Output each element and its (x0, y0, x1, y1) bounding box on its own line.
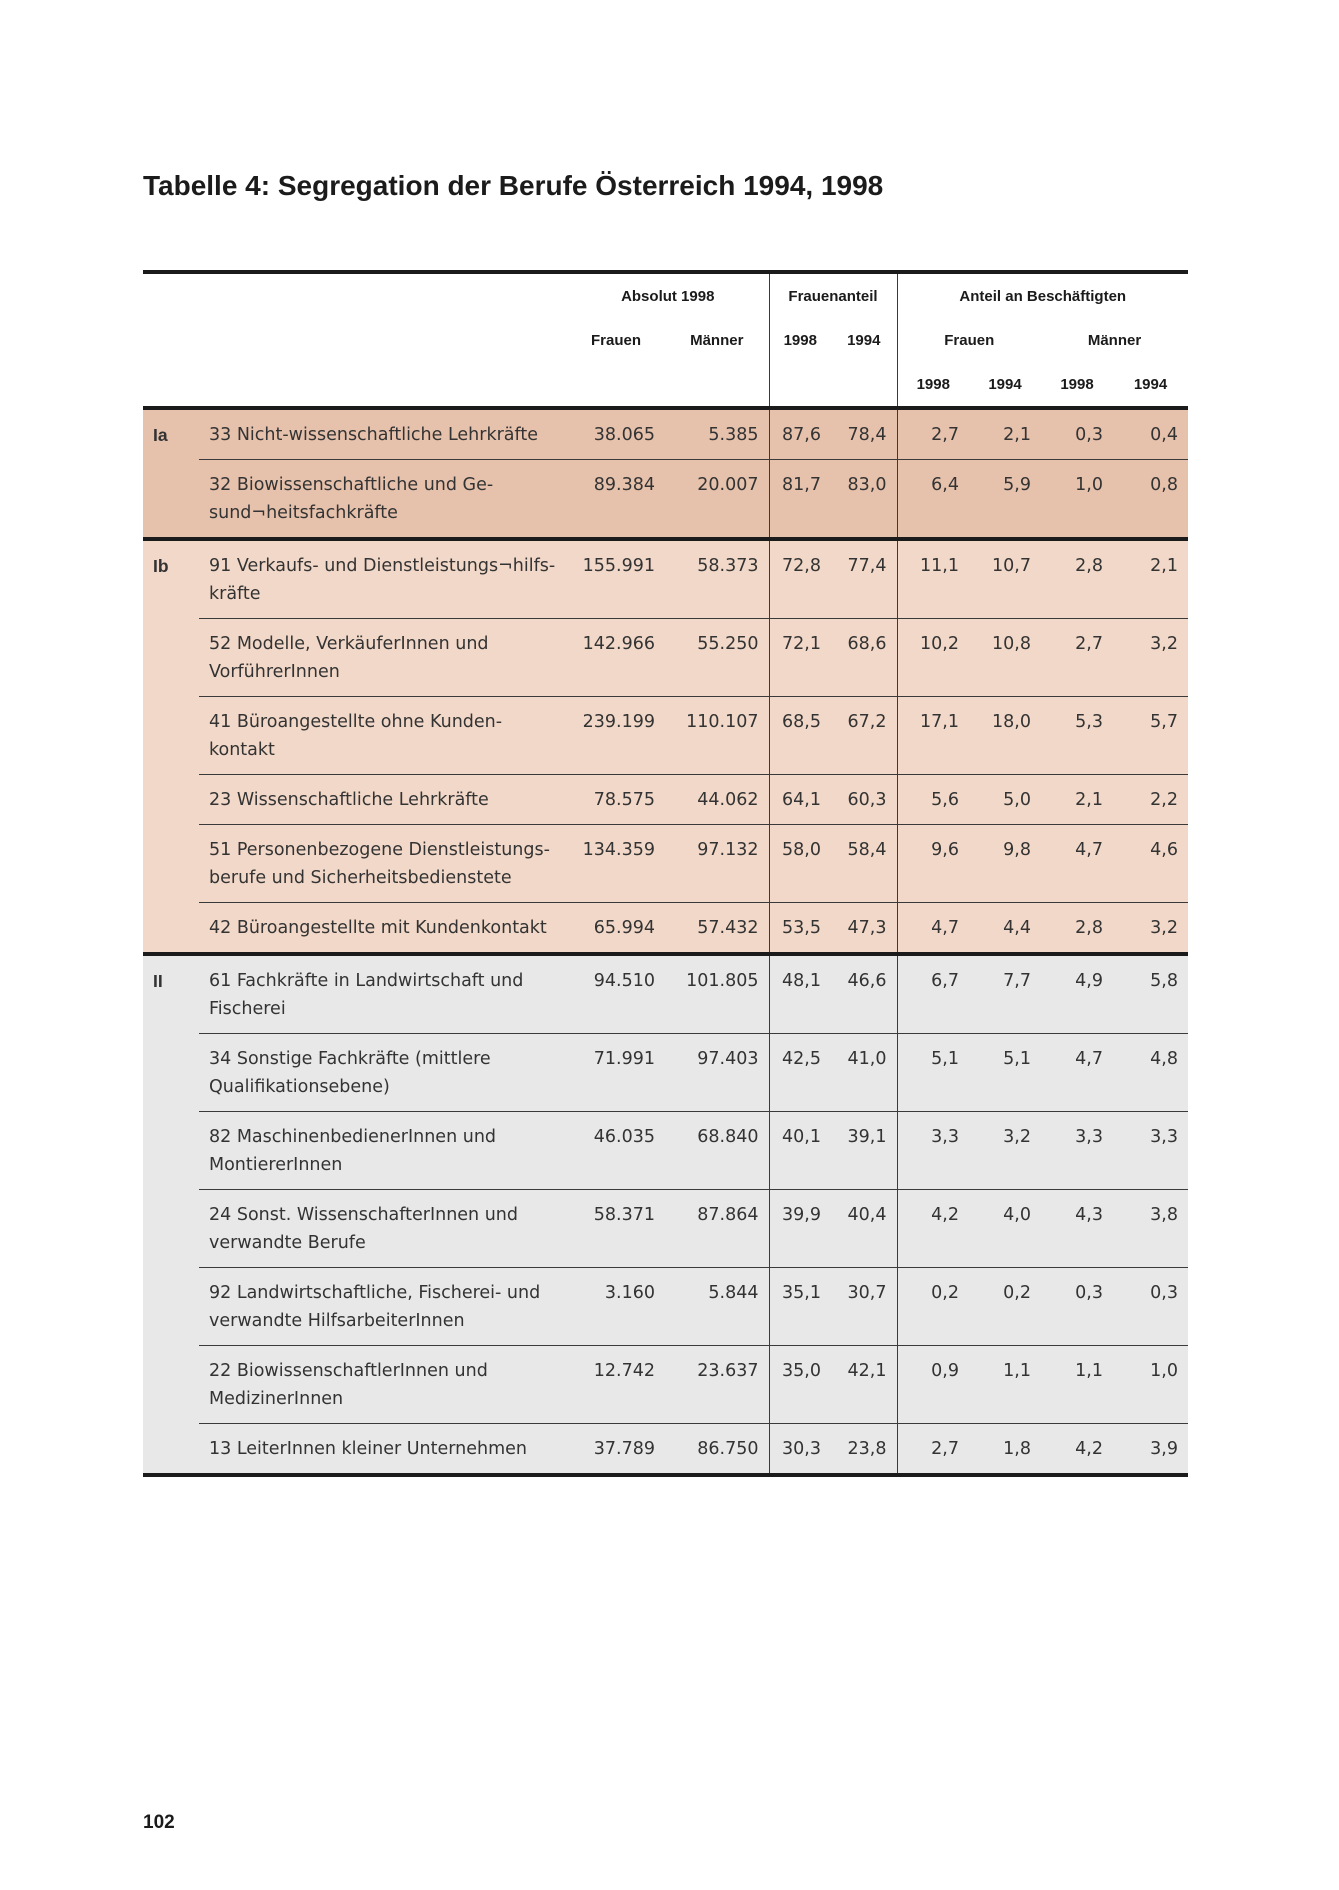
cell-maenner-absolut: 5.385 (665, 408, 769, 460)
table-row (143, 954, 1188, 1034)
cell-frauenanteil-1998: 87,6 (769, 408, 831, 460)
cell-anteil-maenner-1998: 3,3 (1041, 1112, 1113, 1190)
cell-anteil-frauen-1998: 2,7 (897, 1424, 969, 1476)
cell-frauen-absolut: 134.359 (567, 825, 665, 903)
header-blank (831, 362, 897, 408)
cell-anteil-maenner-1994: 3,9 (1113, 1424, 1188, 1476)
header-anteil-maenner-1998: 1998 (1060, 375, 1094, 393)
cell-anteil-maenner-1994: 0,4 (1113, 408, 1188, 460)
cell-maenner-absolut: 110.107 (665, 697, 769, 775)
cell-anteil-maenner-1998: 0,3 (1041, 408, 1113, 460)
group-label (143, 1346, 199, 1424)
occupation-name: 42 Büroangestellte mit Kundenkontakt (199, 903, 567, 955)
cell-anteil-frauen-1998: 5,6 (897, 775, 969, 825)
header-blank (143, 362, 199, 408)
cell-anteil-maenner-1998: 4,3 (1041, 1190, 1113, 1268)
group-label (143, 903, 199, 955)
header-frauen-absolut: Frauen (590, 331, 641, 349)
occupation-name: 22 BiowissenschaftlerInnen und MedizinerInnen (199, 1346, 567, 1424)
cell-frauen-absolut: 65.994 (567, 903, 665, 955)
header-blank (143, 272, 199, 318)
cell-frauenanteil-1998: 35,0 (769, 1346, 831, 1424)
table-row (143, 1424, 1188, 1476)
group-label (143, 1190, 199, 1268)
table-row (143, 775, 1188, 825)
cell-anteil-frauen-1994: 10,8 (969, 619, 1041, 697)
group-label (143, 1424, 199, 1476)
cell-anteil-maenner-1998: 2,8 (1041, 539, 1113, 619)
header-fa-1998: 1998 (769, 318, 831, 362)
cell-maenner-absolut: 55.250 (665, 619, 769, 697)
cell-frauenanteil-1998: 68,5 (769, 697, 831, 775)
cell-anteil-maenner-1998: 5,3 (1041, 697, 1113, 775)
cell-anteil-frauen-1998: 5,1 (897, 1034, 969, 1112)
cell-frauenanteil-1994: 30,7 (831, 1268, 897, 1346)
cell-anteil-maenner-1994: 4,6 (1113, 825, 1188, 903)
occupation-name: 24 Sonst. WissenschafterInnen und verwandte Berufe (199, 1190, 567, 1268)
cell-maenner-absolut: 101.805 (665, 954, 769, 1034)
occupation-name: 23 Wissenschaftliche Lehrkräfte (199, 775, 567, 825)
cell-frauen-absolut: 58.371 (567, 1190, 665, 1268)
occupation-name: 82 MaschinenbedienerInnen und MontiererInnen (199, 1112, 567, 1190)
cell-anteil-frauen-1994: 18,0 (969, 697, 1041, 775)
cell-frauenanteil-1998: 40,1 (769, 1112, 831, 1190)
group-label (143, 619, 199, 697)
table-row (143, 408, 1188, 460)
header-blank (665, 362, 769, 408)
cell-anteil-frauen-1994: 4,0 (969, 1190, 1041, 1268)
cell-frauenanteil-1998: 58,0 (769, 825, 831, 903)
cell-anteil-maenner-1998: 2,7 (1041, 619, 1113, 697)
cell-anteil-maenner-1998: 4,7 (1041, 1034, 1113, 1112)
cell-frauenanteil-1994: 60,3 (831, 775, 897, 825)
cell-frauenanteil-1998: 39,9 (769, 1190, 831, 1268)
cell-anteil-frauen-1998: 2,7 (897, 408, 969, 460)
header-blank (199, 272, 567, 318)
cell-maenner-absolut: 97.132 (665, 825, 769, 903)
cell-maenner-absolut: 5.844 (665, 1268, 769, 1346)
table-body (143, 408, 1188, 1475)
cell-anteil-maenner-1994: 4,8 (1113, 1034, 1188, 1112)
group-label (143, 1268, 199, 1346)
table-header (143, 272, 1188, 408)
cell-anteil-frauen-1998: 9,6 (897, 825, 969, 903)
cell-frauen-absolut: 38.065 (567, 408, 665, 460)
table-row (143, 825, 1188, 903)
page-title: Tabelle 4: Segregation der Berufe Österreich 1994, 1998 (143, 170, 884, 201)
occupation-name: 13 LeiterInnen kleiner Unternehmen (199, 1424, 567, 1476)
cell-frauenanteil-1994: 67,2 (831, 697, 897, 775)
cell-anteil-maenner-1998: 4,7 (1041, 825, 1113, 903)
occupation-name: 32 Biowissenschaftliche und Gesund¬heitsfachkräfte (199, 460, 567, 540)
cell-anteil-maenner-1998: 1,1 (1041, 1346, 1113, 1424)
cell-anteil-frauen-1998: 11,1 (897, 539, 969, 619)
group-label (143, 1034, 199, 1112)
cell-frauenanteil-1994: 39,1 (831, 1112, 897, 1190)
cell-anteil-frauen-1998: 6,4 (897, 460, 969, 540)
table-row (143, 539, 1188, 619)
header-anteil-beschaeftigte: Anteil an Beschäftigten (897, 272, 1188, 318)
cell-anteil-frauen-1994: 9,8 (969, 825, 1041, 903)
header-anteil-frauen: Frauen (897, 318, 1041, 362)
group-label: Ib (143, 539, 199, 619)
header-blank (769, 362, 831, 408)
cell-maenner-absolut: 20.007 (665, 460, 769, 540)
group-label (143, 460, 199, 540)
cell-anteil-maenner-1994: 3,8 (1113, 1190, 1188, 1268)
cell-anteil-frauen-1998: 10,2 (897, 619, 969, 697)
cell-anteil-frauen-1994: 2,1 (969, 408, 1041, 460)
table-row (143, 1034, 1188, 1112)
cell-anteil-maenner-1994: 2,2 (1113, 775, 1188, 825)
cell-anteil-frauen-1994: 1,1 (969, 1346, 1041, 1424)
cell-maenner-absolut: 57.432 (665, 903, 769, 955)
cell-anteil-frauen-1994: 5,1 (969, 1034, 1041, 1112)
occupation-name: 61 Fachkräfte in Landwirtschaft und Fischerei (199, 954, 567, 1034)
occupation-name: 51 Personenbezogene Dienstleistungsberufe und Sicherheitsbedienstete (199, 825, 567, 903)
table-row (143, 903, 1188, 955)
table-row (143, 619, 1188, 697)
cell-frauen-absolut: 71.991 (567, 1034, 665, 1112)
header-fa-1994: 1994 (847, 331, 881, 349)
cell-maenner-absolut: 68.840 (665, 1112, 769, 1190)
occupation-name: 41 Büroangestellte ohne Kundenkontakt (199, 697, 567, 775)
cell-frauenanteil-1998: 64,1 (769, 775, 831, 825)
cell-anteil-maenner-1994: 3,2 (1113, 619, 1188, 697)
table-row (143, 1112, 1188, 1190)
cell-anteil-maenner-1998: 0,3 (1041, 1268, 1113, 1346)
cell-maenner-absolut: 58.373 (665, 539, 769, 619)
cell-anteil-maenner-1994: 0,8 (1113, 460, 1188, 540)
cell-anteil-maenner-1994: 2,1 (1113, 539, 1188, 619)
header-absolut-1998: Absolut 1998 (567, 272, 769, 318)
cell-anteil-frauen-1998: 3,3 (897, 1112, 969, 1190)
cell-frauenanteil-1994: 83,0 (831, 460, 897, 540)
cell-frauenanteil-1994: 46,6 (831, 954, 897, 1034)
header-blank (199, 318, 567, 362)
cell-anteil-frauen-1994: 4,4 (969, 903, 1041, 955)
group-label (143, 1112, 199, 1190)
cell-frauenanteil-1994: 41,0 (831, 1034, 897, 1112)
group-label: II (143, 954, 199, 1034)
cell-anteil-maenner-1998: 1,0 (1041, 460, 1113, 540)
cell-frauen-absolut: 12.742 (567, 1346, 665, 1424)
table-row (143, 460, 1188, 540)
cell-frauenanteil-1994: 58,4 (831, 825, 897, 903)
header-maenner-absolut: Männer (690, 331, 744, 349)
occupation-name: 52 Modelle, VerkäuferInnen und VorführerInnen (199, 619, 567, 697)
header-anteil-frauen-1998: 1998 (897, 362, 969, 408)
cell-frauenanteil-1994: 47,3 (831, 903, 897, 955)
header-anteil-frauen-1994: 1994 (988, 375, 1022, 393)
occupation-name: 34 Sonstige Fachkräfte (mittlere Qualifikationsebene) (199, 1034, 567, 1112)
cell-frauenanteil-1998: 42,5 (769, 1034, 831, 1112)
header-blank (567, 362, 665, 408)
cell-maenner-absolut: 86.750 (665, 1424, 769, 1476)
page-number: 102 (143, 1812, 175, 1833)
cell-anteil-maenner-1998: 2,1 (1041, 775, 1113, 825)
cell-maenner-absolut: 87.864 (665, 1190, 769, 1268)
cell-anteil-maenner-1994: 0,3 (1113, 1268, 1188, 1346)
cell-anteil-maenner-1994: 3,2 (1113, 903, 1188, 955)
cell-frauenanteil-1998: 72,1 (769, 619, 831, 697)
cell-anteil-frauen-1998: 0,2 (897, 1268, 969, 1346)
cell-frauen-absolut: 3.160 (567, 1268, 665, 1346)
cell-anteil-frauen-1994: 5,9 (969, 460, 1041, 540)
cell-frauenanteil-1998: 35,1 (769, 1268, 831, 1346)
cell-anteil-frauen-1998: 0,9 (897, 1346, 969, 1424)
cell-frauen-absolut: 155.991 (567, 539, 665, 619)
cell-anteil-frauen-1994: 1,8 (969, 1424, 1041, 1476)
cell-anteil-maenner-1994: 5,7 (1113, 697, 1188, 775)
cell-frauenanteil-1994: 42,1 (831, 1346, 897, 1424)
cell-anteil-maenner-1998: 4,2 (1041, 1424, 1113, 1476)
group-label (143, 697, 199, 775)
cell-frauen-absolut: 94.510 (567, 954, 665, 1034)
cell-frauen-absolut: 78.575 (567, 775, 665, 825)
cell-frauenanteil-1994: 78,4 (831, 408, 897, 460)
cell-frauenanteil-1998: 72,8 (769, 539, 831, 619)
cell-maenner-absolut: 97.403 (665, 1034, 769, 1112)
header-blank (199, 362, 567, 408)
cell-frauenanteil-1994: 77,4 (831, 539, 897, 619)
cell-anteil-frauen-1998: 4,7 (897, 903, 969, 955)
cell-frauen-absolut: 37.789 (567, 1424, 665, 1476)
header-anteil-maenner: Männer (1087, 331, 1142, 349)
cell-frauen-absolut: 89.384 (567, 460, 665, 540)
cell-anteil-frauen-1994: 0,2 (969, 1268, 1041, 1346)
occupation-name: 33 Nicht-wissenschaftliche Lehrkräfte (199, 408, 567, 460)
table-row (143, 1346, 1188, 1424)
group-label (143, 825, 199, 903)
cell-frauenanteil-1994: 40,4 (831, 1190, 897, 1268)
header-blank (143, 318, 199, 362)
cell-frauenanteil-1998: 30,3 (769, 1424, 831, 1476)
cell-maenner-absolut: 23.637 (665, 1346, 769, 1424)
cell-frauenanteil-1994: 23,8 (831, 1424, 897, 1476)
occupation-name: 91 Verkaufs- und Dienstleistungs¬hilfskräfte (199, 539, 567, 619)
cell-anteil-frauen-1994: 5,0 (969, 775, 1041, 825)
cell-frauenanteil-1998: 48,1 (769, 954, 831, 1034)
cell-anteil-maenner-1998: 4,9 (1041, 954, 1113, 1034)
header-frauenanteil: Frauenanteil (769, 272, 897, 318)
cell-anteil-frauen-1994: 10,7 (969, 539, 1041, 619)
cell-frauenanteil-1994: 68,6 (831, 619, 897, 697)
cell-anteil-frauen-1994: 7,7 (969, 954, 1041, 1034)
group-label (143, 775, 199, 825)
cell-frauen-absolut: 239.199 (567, 697, 665, 775)
cell-anteil-maenner-1998: 2,8 (1041, 903, 1113, 955)
cell-frauenanteil-1998: 53,5 (769, 903, 831, 955)
cell-anteil-maenner-1994: 5,8 (1113, 954, 1188, 1034)
cell-frauenanteil-1998: 81,7 (769, 460, 831, 540)
cell-anteil-frauen-1994: 3,2 (969, 1112, 1041, 1190)
cell-anteil-maenner-1994: 3,3 (1113, 1112, 1188, 1190)
table-row (143, 697, 1188, 775)
cell-anteil-frauen-1998: 17,1 (897, 697, 969, 775)
cell-anteil-frauen-1998: 4,2 (897, 1190, 969, 1268)
cell-anteil-frauen-1998: 6,7 (897, 954, 969, 1034)
segregation-table (143, 270, 1188, 1477)
cell-frauen-absolut: 142.966 (567, 619, 665, 697)
table-row (143, 1268, 1188, 1346)
cell-anteil-maenner-1994: 1,0 (1113, 1346, 1188, 1424)
group-label: Ia (143, 408, 199, 460)
table-row (143, 1190, 1188, 1268)
cell-maenner-absolut: 44.062 (665, 775, 769, 825)
occupation-name: 92 Landwirtschaftliche, Fischerei- und verwandte HilfsarbeiterInnen (199, 1268, 567, 1346)
header-anteil-maenner-1994: 1994 (1133, 375, 1168, 393)
cell-frauen-absolut: 46.035 (567, 1112, 665, 1190)
